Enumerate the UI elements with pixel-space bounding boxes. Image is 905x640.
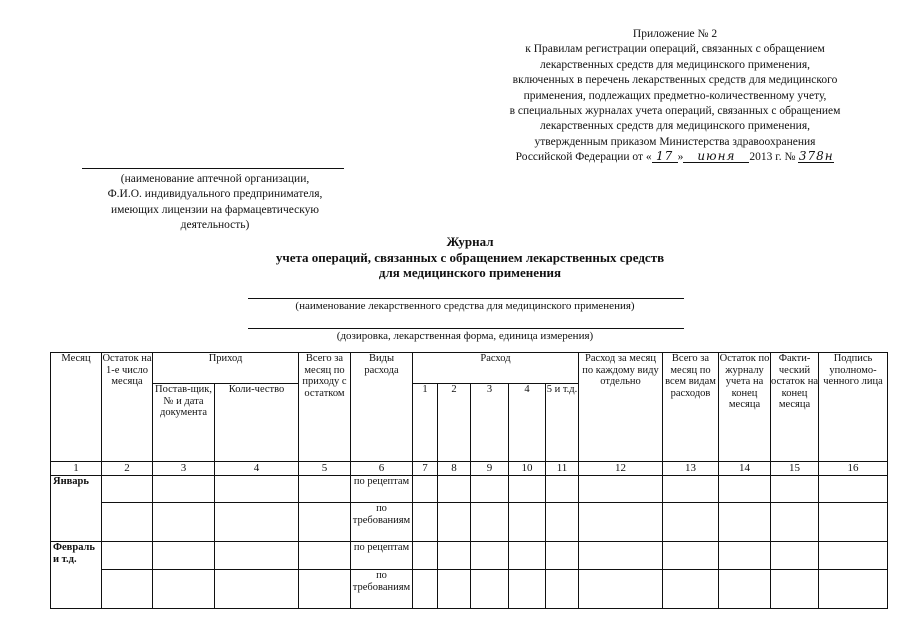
org-caption: (наименование аптечной организации, Ф.И.О. индивидуального предпринимателя, имеющих лицензии на фармацевтическую деятельность) xyxy=(107,173,323,232)
appendix-line: применения, подлежащих предметно-количественному учету, xyxy=(523,89,827,102)
header-expense-col-3: 3 xyxy=(471,384,509,462)
column-number: 7 xyxy=(413,462,438,476)
org-fill-line xyxy=(82,168,344,169)
column-number: 2 xyxy=(102,462,153,476)
column-number: 5 xyxy=(299,462,351,476)
appendix-line: лекарственных средств для медицинского применения, xyxy=(540,58,810,71)
column-number: 10 xyxy=(509,462,546,476)
header-expense-each: Расход за месяц по каждому виду отдельно xyxy=(579,353,663,462)
column-number: 8 xyxy=(438,462,471,476)
dosage-caption: (дозировка, лекарственная форма, единица измерения) xyxy=(336,330,594,342)
column-number: 1 xyxy=(51,462,102,476)
journal-table xyxy=(50,352,888,609)
table-row xyxy=(51,476,888,503)
appendix-line: к Правилам регистрации операций, связанных с обращением xyxy=(525,43,825,56)
column-number: 11 xyxy=(546,462,579,476)
month-cell: Январь xyxy=(51,476,102,542)
column-number: 3 xyxy=(153,462,215,476)
order-date-line: Российской Федерации от « 17 » июня 2013 г. № 378н xyxy=(515,149,834,164)
order-day: 17 xyxy=(652,150,678,163)
header-expense: Расход xyxy=(413,353,579,384)
journal-title: Журнал учета операций, связанных с обращением лекарственных средств для медицинского применения xyxy=(275,234,665,280)
header-expense-types: Виды расхода xyxy=(351,353,413,462)
header-row xyxy=(51,353,888,384)
column-number: 12 xyxy=(579,462,663,476)
header-supplier: Постав-щик, № и дата документа xyxy=(153,384,215,462)
header-balance-actual: Факти-ческий остаток на конец месяца xyxy=(771,353,819,462)
header-expense-col-2: 2 xyxy=(438,384,471,462)
header-expense-col-4: 4 xyxy=(509,384,546,462)
expense-type-cell: по рецептам xyxy=(351,476,413,503)
drug-name-line xyxy=(248,298,684,299)
header-opening-balance: Остаток на 1-е число месяца xyxy=(102,353,153,462)
header-balance-journal: Остаток по журналу учета на конец месяца xyxy=(719,353,771,462)
header-expense-col-5: 5 и т.д. xyxy=(546,384,579,462)
expense-type-cell: по требованиям xyxy=(351,503,413,542)
drug-name-caption: (наименование лекарственного средства для медицинского применения) xyxy=(295,300,635,312)
table-row xyxy=(51,570,888,609)
expense-type-cell: по рецептам xyxy=(351,542,413,570)
header-signature: Подпись уполномо-ченного лица xyxy=(819,353,888,462)
month-cell: Февраль и т.д. xyxy=(51,542,102,609)
appendix-block xyxy=(470,27,880,166)
order-number: 378н xyxy=(798,149,834,164)
column-number: 9 xyxy=(471,462,509,476)
header-total-income: Всего за месяц по приходу с остатком xyxy=(299,353,351,462)
appendix-line: Приложение № 2 xyxy=(632,28,718,40)
header-expense-col-1: 1 xyxy=(413,384,438,462)
column-number: 6 xyxy=(351,462,413,476)
header-month: Месяц xyxy=(51,353,102,462)
column-number-row xyxy=(51,462,888,476)
table-row xyxy=(51,542,888,570)
appendix-line: утвержденным приказом Министерства здравоохранения xyxy=(534,135,816,148)
order-month: июня xyxy=(683,150,749,163)
column-number: 14 xyxy=(719,462,771,476)
appendix-line: в специальных журналах учета операций, связанных с обращением xyxy=(509,105,841,118)
table-row xyxy=(51,503,888,542)
dosage-line xyxy=(248,328,684,329)
header-quantity: Коли-чество xyxy=(215,384,299,462)
header-expense-all: Всего за месяц по всем видам расходов xyxy=(663,353,719,462)
appendix-line: лекарственных средств для медицинского применения, xyxy=(540,120,810,133)
column-number: 16 xyxy=(819,462,888,476)
column-number: 13 xyxy=(663,462,719,476)
column-number: 4 xyxy=(215,462,299,476)
column-number: 15 xyxy=(771,462,819,476)
appendix-line: включенных в перечень лекарственных средств для медицинского xyxy=(512,74,838,87)
header-income: Приход xyxy=(153,353,299,384)
expense-type-cell: по требованиям xyxy=(351,570,413,609)
